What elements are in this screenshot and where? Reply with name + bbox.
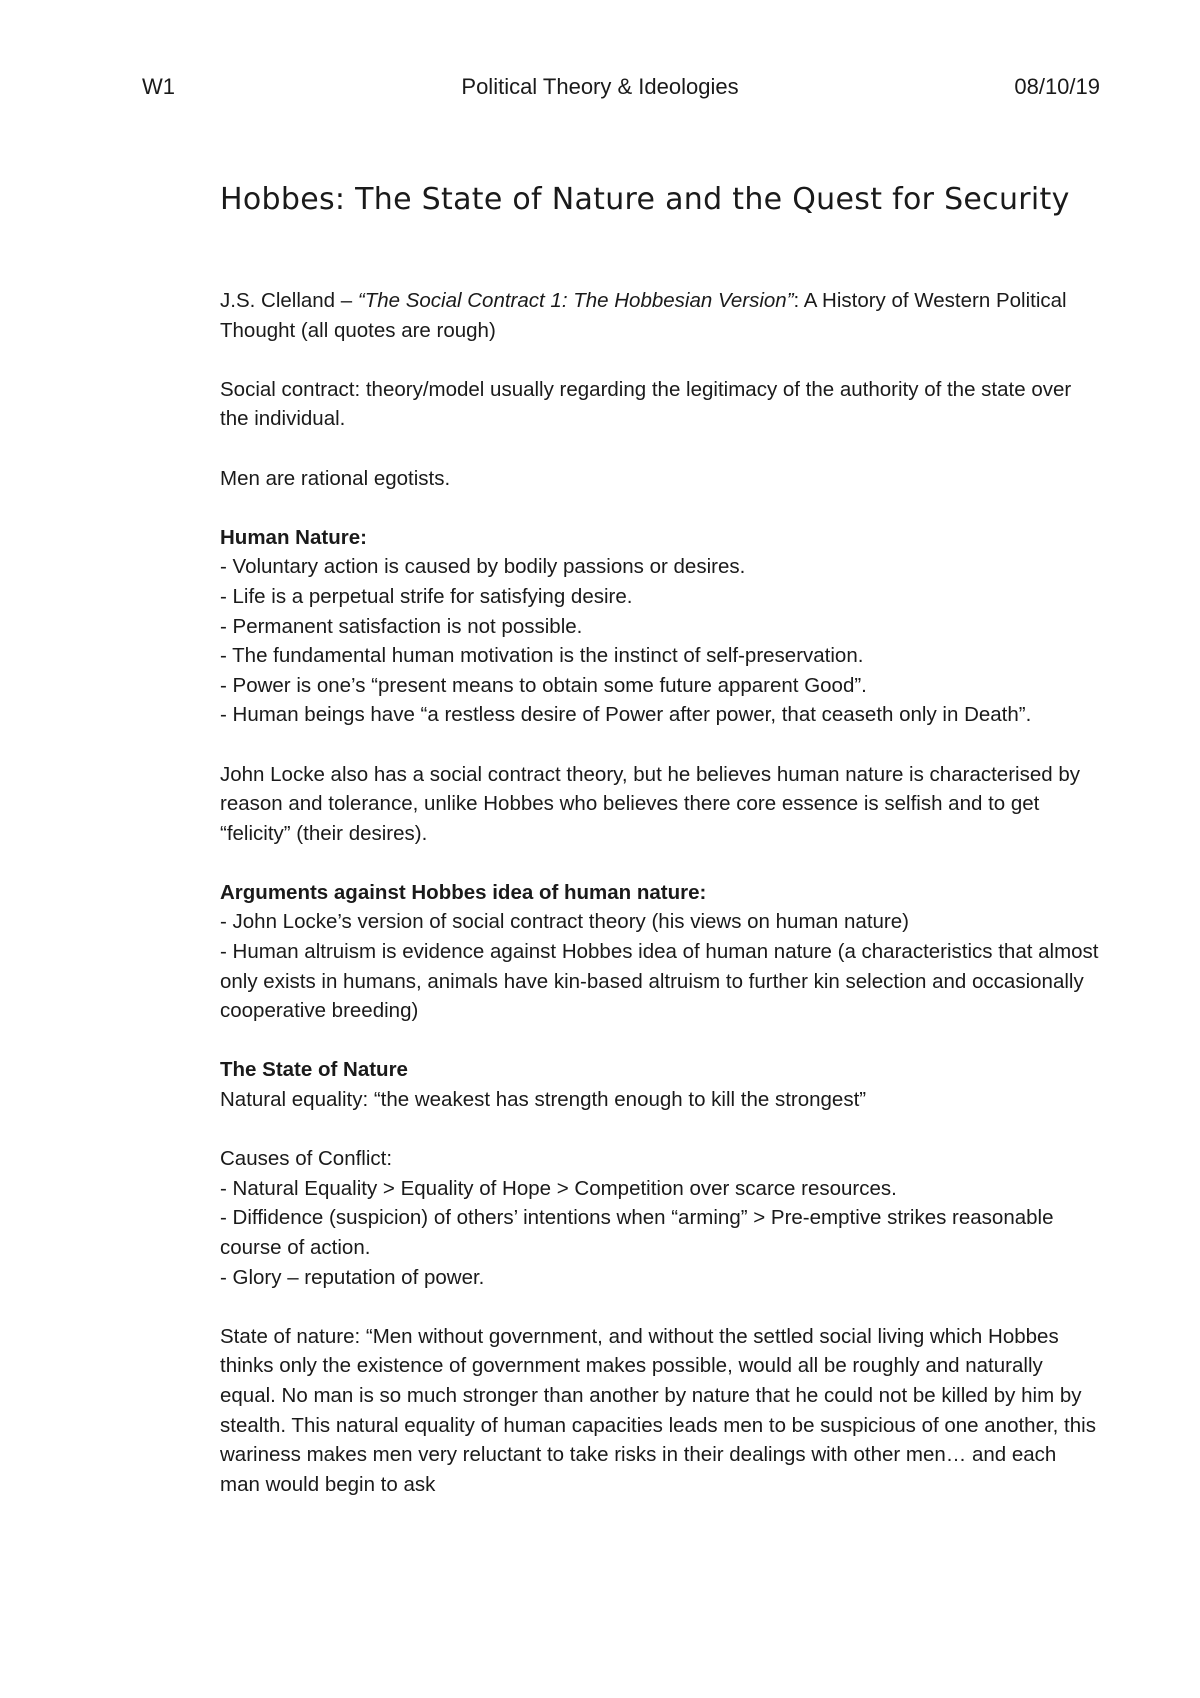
state-of-nature-section [220,1055,1100,1114]
arguments-section [220,878,1100,1026]
header-week: W1 [142,74,175,99]
list-item: - Life is a perpetual strife for satisfying desire. [220,584,633,608]
header-course: Political Theory & Ideologies [461,74,739,99]
social-contract-definition: Social contract: theory/model usually regarding the legitimacy of the authority of the state over the individual. [220,377,1072,431]
citation [220,286,1100,345]
document-body [220,286,1100,1499]
citation-author: J.S. Clelland – [220,289,358,312]
arguments-heading: Arguments against Hobbes idea of human nature: [220,880,707,904]
human-nature-section [220,523,1100,730]
list-item: - The fundamental human motivation is the instinct of self-preservation. [220,644,864,668]
header-date: 08/10/19 [1014,74,1100,99]
locke-paragraph: John Locke also has a social contract theory, but he believes human nature is characterised by reason and tolerance, unlike Hobbes who believes there core essence is selfish and to get “felicity” (their desires). [220,762,1080,845]
list-item: - John Locke’s version of social contract theory (his views on human nature) [220,910,909,934]
men-rational-egotists: Men are rational egotists. [220,466,451,490]
list-item: - Glory – reputation of power. [220,1265,485,1289]
list-item: - Diffidence (suspicion) of others’ intentions when “arming” > Pre-emptive strikes reasonable course of action. [220,1206,1054,1259]
list-item: - Voluntary action is caused by bodily passions or desires. [220,555,746,579]
list-item: - Natural Equality > Equality of Hope > Competition over scarce resources. [220,1176,897,1200]
state-of-nature-quote: State of nature: “Men without government, and without the settled social living which Hobbes thinks only the existence of government makes possible, would all be roughly and naturally equal. No man is so much stronger than another by nature that he could not be killed by him by stealth. This natural equality of human capacities leads men to be suspicious of one another, this wariness makes men very reluctant to take risks in their dealings with other men… and each man would begin to ask [220,1324,1096,1496]
page-header [0,70,1200,110]
list-item: - Human beings have “a restless desire of Power after power, that ceaseth only in Death”. [220,703,1032,727]
citation-rest: : A History of Western Political Thought (all quotes are rough) [220,289,1067,342]
state-of-nature-heading: The State of Nature [220,1058,408,1082]
list-item: - Power is one’s “present means to obtain some future apparent Good”. [220,673,867,697]
conflict-heading: Causes of Conflict: [220,1147,393,1171]
human-nature-heading: Human Nature: [220,525,367,549]
natural-equality: Natural equality: “the weakest has strength enough to kill the strongest” [220,1088,867,1112]
document-title: Hobbes: The State of Nature and the Quest for Security [220,182,1070,217]
list-item: - Permanent satisfaction is not possible. [220,614,583,638]
citation-work-title: “The Social Contract 1: The Hobbesian Version” [357,289,794,312]
list-item: - Human altruism is evidence against Hobbes idea of human nature (a characteristics that almost only exists in humans, animals have kin-based altruism to further kin selection and occasionally cooperative breeding) [220,940,1099,1023]
causes-of-conflict-section [220,1144,1100,1292]
